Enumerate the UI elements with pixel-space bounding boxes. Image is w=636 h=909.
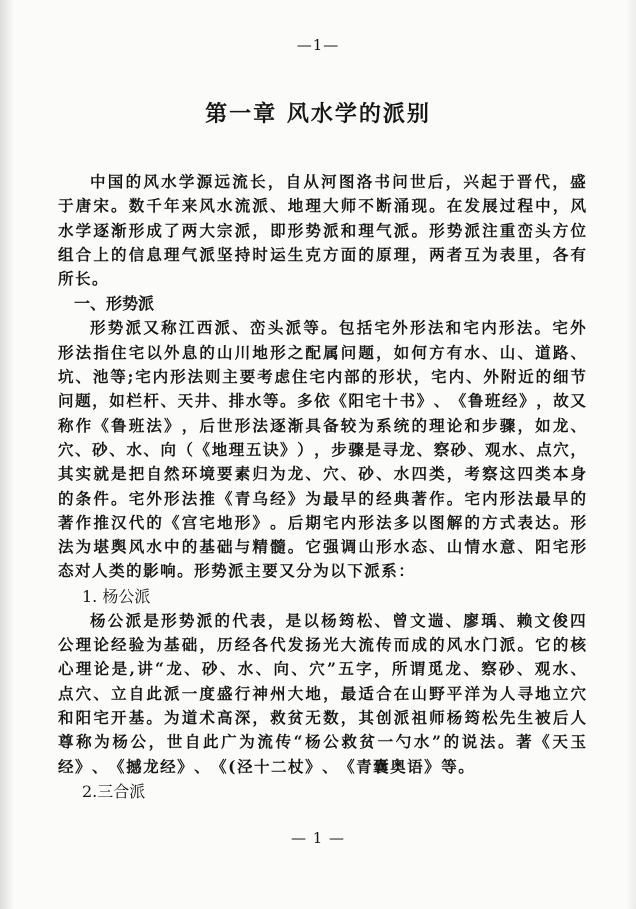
text-line: 其 实 就 是 把 自 然 环 境 要 素 归 为 龙 、 穴 、 砂 、 水 四 类 ， 考 察 这 四 类 本 身 [58, 464, 586, 484]
text-line: 水 学 逐 渐 形 成 了 两 大 宗 派 ， 即 形 势 派 和 理 气 派 。 形 势 派 注 重 峦 头 方 位 [58, 220, 586, 240]
text-line: 中 国 的 风 水 学 源 远 流 长 ， 自 从 河 图 洛 书 问 世 后 ， 兴 起 于 晋 代 ， 盛 [90, 172, 586, 191]
text-line: 坑 、 池 等 ; 宅 内 形 法 则 主 要 考 虑 住 宅 内 部 的 形 状 ， 宅 内 、 外 附 近 的 细 节 [58, 367, 586, 387]
text-line: 形 法 指 住 宅 以 外 息 的 山 川 地 形 之 配 属 问 题 ， 如 何 方 有 水 、 山 、 道 路 、 [58, 342, 586, 362]
text-line: 公 理 论 经 验 为 基 础 ， 历 经 各 代 发 扬 光 大 流 传 而 成 的 风 水 门 派 。 它 的 核 [58, 635, 586, 655]
text-line: 点 穴 、 立 自 此 派 一 度 盛 行 神 州 大 地 ， 最 适 合 在 山 野 平 洋 为 人 寻 地 立 穴 [58, 683, 586, 703]
text-line: 问 题 ， 如 栏 杆 、 天 井 、 排 水 等 。 多 依 《 阳 宅 十 书 》 、 《 鲁 班 经 》 ， 故 又 [58, 391, 586, 411]
text-line: 组 合 上 的 信 息 理 气 派 坚 持 时 运 生 克 方 面 的 原 理 ， 两 者 互 为 表 里 ， 各 有 [58, 244, 586, 264]
text-line: 心 理 论 是 , 讲 “ 龙 、 砂 、 水 、 向 、 穴 ” 五 字 ， 所 谓 觅 龙 、 察 砂 、 观 水 、 [58, 659, 586, 679]
text-line: 尊 称 为 杨 公 ， 世 自 此 广 为 流 传 “ 杨 公 救 贫 一 勺 水 ” 的 说 法 。 著 《 天 玉 [58, 732, 586, 752]
text-line: 所 长 。 [58, 269, 108, 289]
text-line: 于 唐 宋 。 数 千 年 来 风 水 流 派 、 地 理 大 师 不 断 涌 现 。 在 发 展 过 程 中 ， 风 [58, 196, 586, 216]
text-line: 称 作 《 鲁 班 法 》 ， 后 世 形 法 逐 渐 具 备 较 为 系 统 的 理 论 和 步 骤 ， 如 龙 、 [58, 415, 586, 435]
text-line: 态 对 人 类 的 影 响 。 形 势 派 主 要 又 分 为 以 下 派 系 ： [58, 561, 414, 581]
text-line: 经 》 、 《 撼 龙 经 》 、 《 ( 泾 十 二 杖 》 、 《 青 囊 奥 语 》 等 。 [58, 756, 474, 776]
text-line: 和 阳 宅 开 基 。 为 道 术 高 深 ， 救 贫 无 数 ， 其 创 派 祖 师 杨 筠 松 先 生 被 后 人 [58, 707, 586, 727]
body-text [58, 170, 586, 804]
text-line: 形 势 派 又 称 江 西 派 、 峦 头 派 等 。 包 括 宅 外 形 法 和 宅 内 形 法 。 宅 外 [90, 318, 586, 338]
section-heading: 2.三合派 [82, 781, 146, 801]
section-heading: 一、形势派 [74, 294, 155, 314]
chapter-title: 第一章 风水学的派别 [205, 101, 431, 127]
page-number-bottom: — 1 — [290, 829, 346, 847]
section-heading: 1. 杨公派 [82, 586, 151, 606]
text-line: 的 条 件 。 宅 外 形 法 推 《 青 乌 经 》 为 最 早 的 经 典 著 作 。 宅 内 形 法 最 早 的 [58, 488, 586, 508]
text-line: 著 作 推 汉 代 的 《 宫 宅 地 形 》 。 后 期 宅 内 形 法 多 以 图 解 的 方 式 表 达 。 形 [58, 512, 586, 532]
page-number-top: —1— [296, 36, 340, 54]
text-line: 杨 公 派 是 形 势 派 的 代 表 ， 是 以 杨 筠 松 、 曾 文 遄 、 廖 瑀 、 赖 文 俊 四 [90, 610, 586, 630]
text-line: 法 为 堪 舆 风 水 中 的 基 础 与 精 髓 。 它 强 调 山 形 水 态 、 山 情 水 意 、 阳 宅 形 [58, 537, 586, 557]
text-line: 穴 、 砂 、 水 、 向 （ 《 地 理 五 诀 》 ） ， 步 骤 是 寻 龙 、 察 砂 、 观 水 、 点 穴 ， [58, 439, 586, 459]
